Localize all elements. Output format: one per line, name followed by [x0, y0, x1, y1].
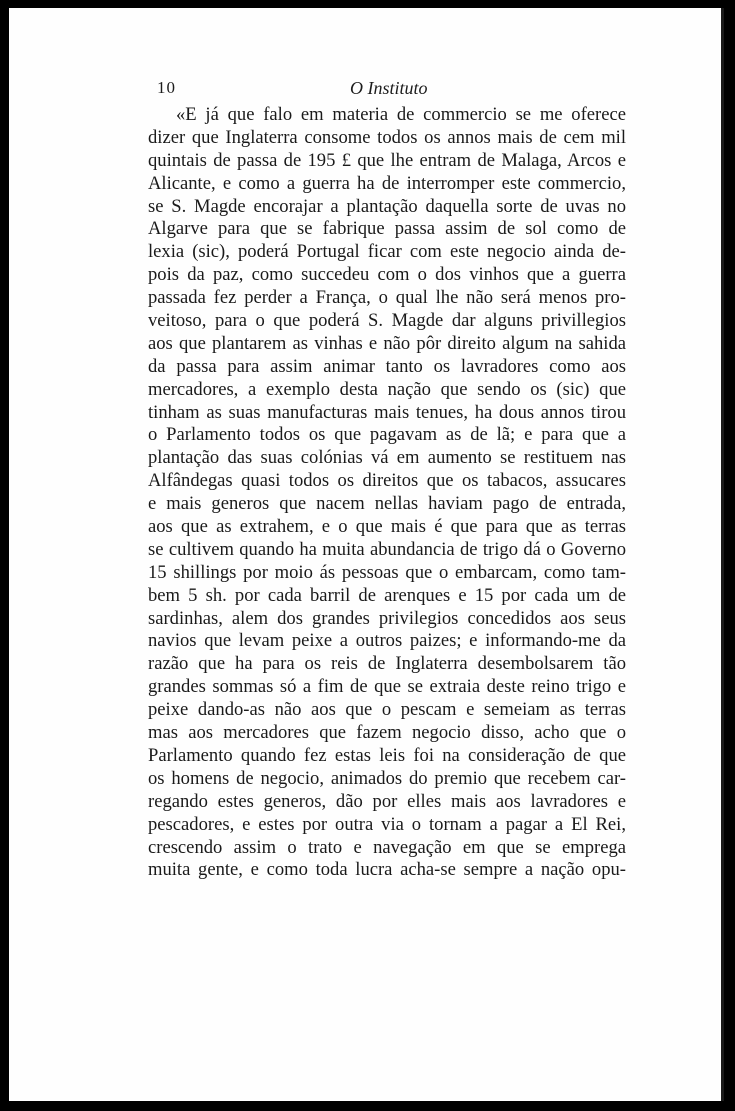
body-text	[148, 104, 626, 882]
text-line: dizer que Inglaterra consome todos os annos mais de cem mil	[148, 126, 626, 148]
text-line: bem 5 sh. por cada barril de arenques e 15 por cada um de	[148, 584, 626, 606]
text-line: Alicante, e como a guerra ha de interromper este commercio,	[148, 172, 626, 194]
text-line: se cultivem quando ha muita abundancia de trigo dá o Governo	[148, 538, 626, 560]
running-title: O Instituto	[350, 78, 428, 98]
text-line: regando estes generos, dão por elles mais aos lavradores e	[148, 790, 626, 812]
text-line: pois da paz, como succedeu com o dos vinhos que a guerra	[148, 264, 626, 286]
text-line: mas aos mercadores que fazem negocio disso, acho que o	[148, 722, 626, 744]
text-line: Algarve para que se fabrique passa assim de sol como de	[148, 218, 626, 240]
text-line: quintais de passa de 195 £ que lhe entram de Malaga, Arcos e	[148, 149, 626, 171]
text-line: se S. Magde encorajar a plantação daquella sorte de uvas no	[148, 195, 626, 217]
page-header	[157, 78, 635, 102]
text-line: pescadores, e estes por outra via o tornam a pagar a El Rei,	[148, 813, 626, 835]
text-line: 15 shillings por moio ás pessoas que o embarcam, como tam-	[148, 561, 626, 583]
text-line: o Parlamento todos os que pagavam as de lã; e para que a	[148, 424, 626, 446]
text-line: da passa para assim animar tanto os lavradores como aos	[148, 355, 626, 377]
text-line: plantação das suas colónias vá em aumento se restituem nas	[148, 447, 626, 469]
text-line: aos que plantarem as vinhas e não pôr direito algum na sahida	[148, 332, 626, 354]
text-line: grandes sommas só a fim de que se extraia deste reino trigo e	[148, 676, 626, 698]
text-line: passada fez perder a França, o qual lhe não será menos pro-	[148, 287, 626, 309]
text-line: crescendo assim o trato e navegação em que se emprega	[148, 836, 626, 858]
text-line: aos que as extrahem, e o que mais é que para que as terras	[148, 516, 626, 538]
page-number: 10	[157, 78, 176, 97]
text-line: os homens de negocio, animados do premio que recebem car-	[148, 767, 626, 789]
text-line: peixe dando-as não aos que o pescam e semeiam as terras	[148, 699, 626, 721]
text-line: Alfândegas quasi todos os direitos que os tabacos, assucares	[148, 470, 626, 492]
text-line: mercadores, a exemplo desta nação que sendo os (sic) que	[148, 378, 626, 400]
text-line: Parlamento quando fez estas leis foi na consideração de que	[148, 744, 626, 766]
text-line: lexia (sic), poderá Portugal ficar com este negocio ainda de-	[148, 241, 626, 263]
text-line: razão que ha para os reis de Inglaterra desembolsarem tão	[148, 653, 626, 675]
text-line: e mais generos que nacem nellas haviam pago de entrada,	[148, 493, 626, 515]
text-line: muita gente, e como toda lucra acha-se sempre a nação opu-	[148, 859, 626, 881]
text-line: veitoso, para o que poderá S. Magde dar alguns privillegios	[148, 310, 626, 332]
text-line: tinham as suas manufacturas mais tenues, ha dous annos tirou	[148, 401, 626, 423]
text-line: navios que levam peixe a outros paizes; e informando-me da	[148, 630, 626, 652]
text-line: sardinhas, alem dos grandes privilegios concedidos aos seus	[148, 607, 626, 629]
text-line: «E já que falo em materia de commercio se me oferece	[176, 104, 626, 125]
